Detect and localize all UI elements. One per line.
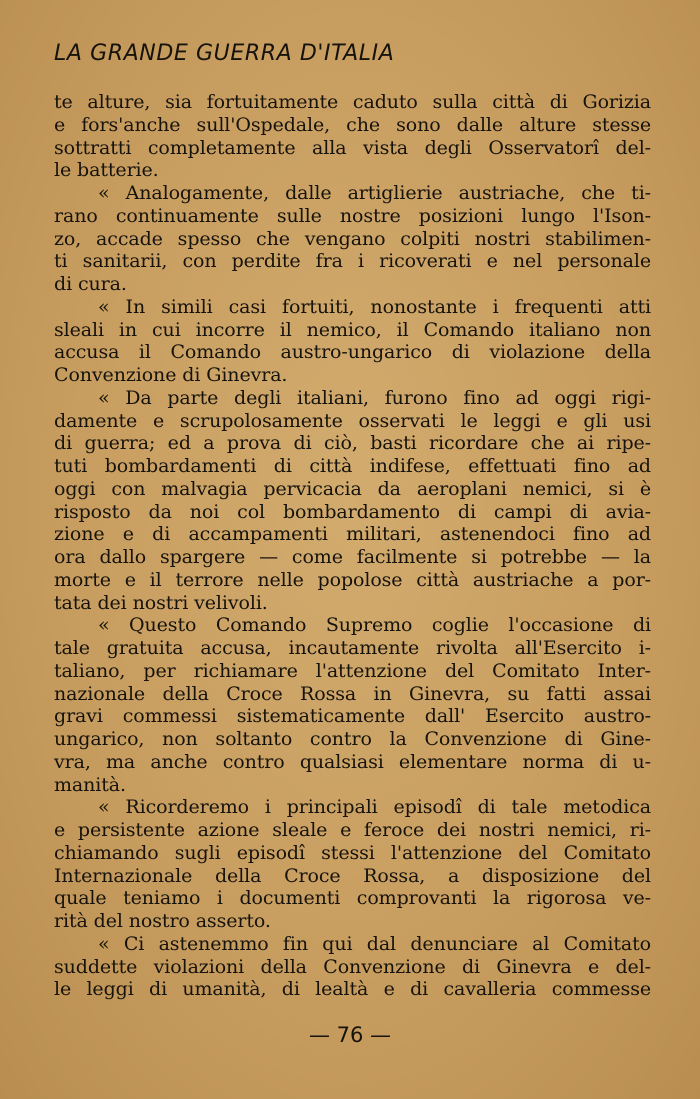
- text-line: oggi con malvagia pervicacia da aeroplani nemici, si è: [54, 477, 651, 500]
- text-line: tata dei nostri velivoli.: [54, 591, 268, 614]
- text-line: le batterie.: [54, 159, 159, 182]
- text-line: quale teniamo i documenti comprovanti la rigorosa ve-: [54, 887, 651, 910]
- text-line: te alture, sia fortuitamente caduto sulla città di Gorizia: [54, 91, 651, 113]
- text-line: rità del nostro asserto.: [54, 910, 271, 932]
- text-line: di cura.: [54, 273, 127, 295]
- text-line: manità.: [54, 773, 126, 796]
- text-line: chiamando sugli episodî stessi l'attenzione del Comitato: [54, 841, 651, 864]
- text-line: suddette violazioni della Convenzione di Ginevra e del-: [54, 955, 651, 978]
- text-line: ti sanitarii, con perdite fra i ricoverati e nel personale: [54, 250, 651, 273]
- body-text: [54, 91, 651, 1001]
- text-line: vra, ma anche contro qualsiasi elementare norma di u-: [54, 750, 651, 773]
- text-line: damente e scrupolosamente osservati le leggi e gli usi: [54, 409, 651, 432]
- text-line: tuti bombardamenti di città indifese, effettuati fino ad: [54, 455, 651, 477]
- text-line: sleali in cui incorre il nemico, il Comando italiano non: [54, 318, 651, 341]
- text-line: zione e di accampamenti militari, astenendoci fino ad: [54, 523, 651, 546]
- text-line: tale gratuita accusa, incautamente rivolta all'Esercito i-: [54, 637, 651, 659]
- text-line: « Ci astenemmo fin qui dal denunciare al Comitato: [98, 932, 651, 955]
- text-line: ora dallo spargere — come facilmente si potrebbe — la: [54, 546, 651, 568]
- text-line: sottratti completamente alla vista degli Osservatorî del-: [54, 136, 651, 159]
- text-line: morte e il terrore nelle popolose città austriache a por-: [54, 568, 651, 591]
- text-line: nazionale della Croce Rossa in Ginevra, su fatti assai: [54, 682, 651, 705]
- text-line: ungarico, non soltanto contro la Convenzione di Gine-: [54, 728, 651, 750]
- text-line: taliano, per richiamare l'attenzione del Comitato Inter-: [54, 659, 651, 682]
- text-line: rano continuamente sulle nostre posizioni lungo l'Ison-: [54, 204, 651, 227]
- page-number: — 76 —: [308, 1023, 392, 1047]
- text-line: accusa il Comando austro-ungarico di violazione della: [54, 341, 651, 364]
- text-line: zo, accade spesso che vengano colpiti nostri stabilimen-: [54, 227, 651, 250]
- text-line: le leggi di umanità, di lealtà e di cavalleria commesse: [54, 978, 651, 1001]
- text-line: Internazionale della Croce Rossa, a disposizione del: [54, 864, 651, 887]
- text-line: gravi commessi sistematicamente dall' Esercito austro-: [54, 705, 651, 728]
- text-line: risposto da noi col bombardamento di campi di avia-: [54, 500, 651, 523]
- text-line: di guerra; ed a prova di ciò, basti ricordare che ai ripe-: [54, 432, 651, 455]
- text-line: e fors'anche sull'Ospedale, che sono dalle alture stesse: [54, 113, 651, 136]
- text-line: e persistente azione sleale e feroce dei nostri nemici, ri-: [54, 819, 651, 841]
- text-line: « In simili casi fortuiti, nonostante i frequenti atti: [98, 295, 651, 318]
- text-line: « Da parte degli italiani, furono fino ad oggi rigi-: [98, 386, 651, 409]
- text-line: « Analogamente, dalle artiglierie austriache, che ti-: [98, 182, 651, 204]
- text-line: « Ricorderemo i principali episodî di tale metodica: [98, 796, 651, 819]
- text-line: « Questo Comando Supremo coglie l'occasione di: [98, 614, 651, 637]
- running-head: LA GRANDE GUERRA D'ITALIA: [54, 41, 395, 66]
- text-line: Convenzione di Ginevra.: [54, 364, 288, 386]
